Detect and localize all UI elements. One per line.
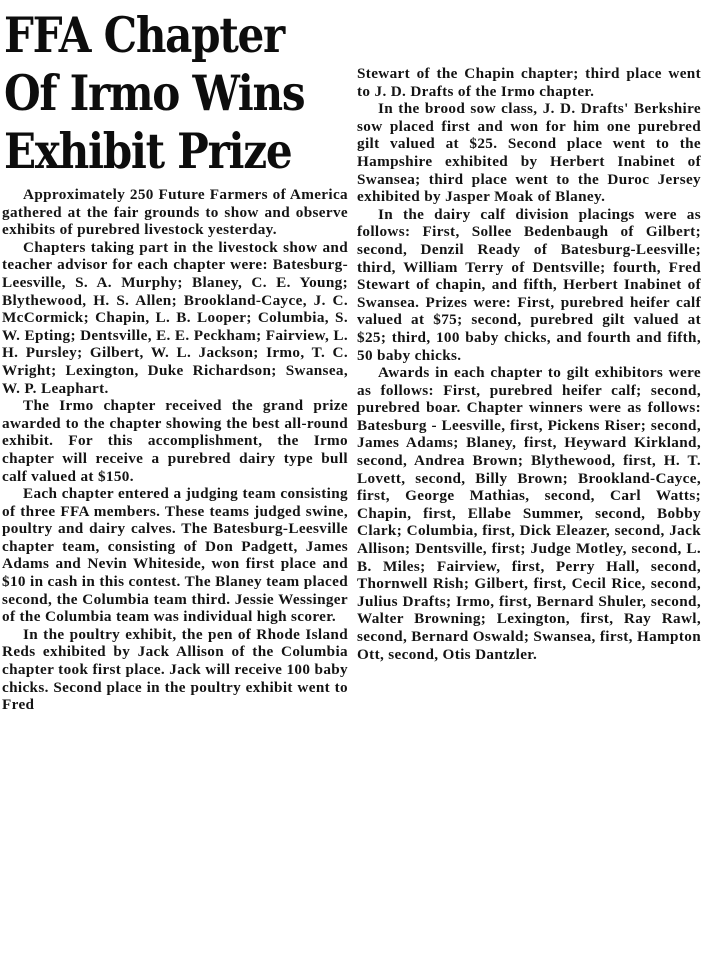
paragraph-grand-prize: The Irmo chapter received the grand prize awarded to the chapter showing the best all-round exhibit. For this accomplishment, the Irmo chapter will receive a purebred dairy type bull calf valued at $150.	[2, 397, 348, 485]
paragraph-judging-teams: Each chapter entered a judging team consisting of three FFA members. These teams judged swine, poultry and dairy calves. The Batesburg-Leesville chapter team, consisting of Don Padgett, James Adams and Nevin Whiteside, won first place and $10 in cash in this contest. The Blaney team placed second, the Columbia team third. Jessie Wessinger of the Columbia team was individual high scorer.	[2, 485, 348, 626]
paragraph-dairy-calf: In the dairy calf division placings were as follows: First, Sollee Bedenbaugh of Gilbert; second, Denzil Ready of Batesburg-Leesville; third, William Terry of Dentsville; fourth, Fred Stewart of chapin, and fifth, Herbert Inabinet of Swansea. Prizes were: First, purebred heifer calf valued at $75; second, purebred gilt valued at $25; third, 100 baby chicks, and fourth and fifth, 50 baby chicks.	[357, 205, 701, 364]
right-column	[357, 0, 701, 979]
headline-line-2: Of Irmo Wins	[4, 64, 305, 122]
headline-line-1: FFA Chapter	[4, 6, 284, 64]
right-column-body	[357, 65, 701, 663]
headline-line-3: Exhibit Prize	[4, 122, 292, 180]
paragraph-poultry-continued: Stewart of the Chapin chapter; third place went to J. D. Drafts of the Irmo chapter.	[357, 65, 701, 100]
paragraph-chapters: Chapters taking part in the livestock show and teacher advisor for each chapter were: Batesburg-Leesville, S. A. Murphy; Blaney, C. E. Young; Blythewood, H. S. Allen; Brookland-Cayce, J. C. McCormick; Chapin, L. B. Looper; Columbia, S. W. Epting; Dentsville, E. E. Peckham; Fairview, L. H. Pursley; Gilbert, W. L. Jackson; Irmo, T. C. Wright; Lexington, Duke Richardson; Swansea, W. P. Leaphart.	[2, 238, 348, 397]
headline	[4, 6, 305, 180]
paragraph-poultry: In the poultry exhibit, the pen of Rhode Island Reds exhibited by Jack Allison of the Columbia chapter took first place. Jack will receive 100 baby chicks. Second place in the poultry exhibit went to Fred	[2, 625, 348, 714]
paragraph-intro: Approximately 250 Future Farmers of America gathered at the fair grounds to show and observe exhibits of purebred livestock yesterday.	[2, 186, 348, 239]
paragraph-brood-sow: In the brood sow class, J. D. Drafts' Berkshire sow placed first and won for him one purebred gilt valued at $25. Second place went to the Hampshire exhibited by Herbert Inabinet of Swansea; third place went to the Duroc Jersey exhibited by Jasper Moak of Blaney.	[357, 100, 701, 206]
left-column-body	[2, 186, 348, 714]
paragraph-gilt-awards: Awards in each chapter to gilt exhibitors were as follows: First, purebred heifer calf; second, purebred boar. Chapter winners were as follows: Batesburg - Leesville, first, Pickens Riser; second, James Adams; Blaney, first, Heyward Kirkland, second, Andrea Brown; Blythewood, first, H. T. Lovett, second, Billy Brown; Brookland-Cayce, first, George Mathias, second, Carl Watts; Chapin, first, Ellabe Summer, second, Bobby Clark; Columbia, first, Dick Eleazer, second, Jack Allison; Dentsville, first; Judge Motley, second, L. B. Miles; Fairview, first, Perry Hall, second, Thornwell Rish; Gilbert, first, Cecil Rice, second, Julius Drafts; Irmo, first, Bernard Shuler, second, Walter Browning; Lexington, first, Ray Rawl, second, Bernard Oswald; Swansea, first, Hampton Ott, second, Otis Dantzler.	[357, 364, 701, 663]
left-column	[2, 0, 348, 979]
